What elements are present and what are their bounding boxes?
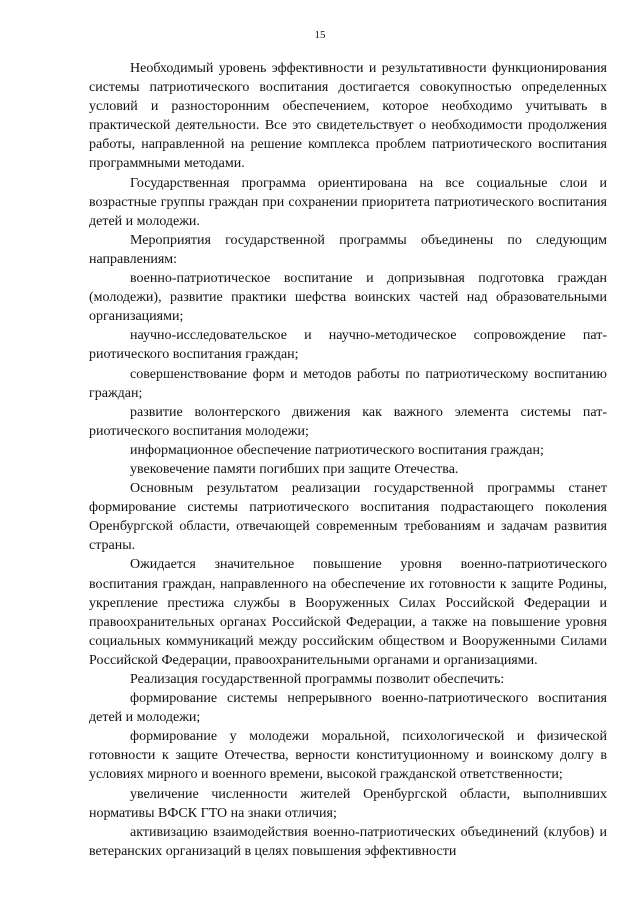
page-number: 15 <box>314 29 326 41</box>
list-item-outcome-gto: увеличение численности жителей Оренбургской области, выполнивших нормативы ВФСК ГТО на знаки отличия; <box>89 786 607 821</box>
list-item-outcome-readiness: формирование у молодежи моральной, психологической и физической готовности к защите Отечества, верности конституционному и воинскому долгу в условиях мирного и военного времени, высокой гражданской ответственности; <box>89 729 607 783</box>
list-item-direction-research: научно-исследовательское и научно-методическое сопровождение патриотического воспитания граждан; <box>89 328 607 363</box>
document-body <box>89 59 607 861</box>
list-item-direction-volunteer: развитие волонтерского движения как важного элемента системы патриотического воспитания молодежи; <box>89 404 607 439</box>
paragraph-program-orientation: Государственная программа ориентирована на все социальные слои и возрастные группы граждан при сохранении приоритета патриотического воспитания детей и молодежи. <box>89 175 607 229</box>
paragraph-intro: Необходимый уровень эффективности и результативности функционирования системы патриотического воспитания достигается совокупностью определенных условий и разносторонним обеспечением, которое необходимо учитывать в практической деятельности. Все это свидетельствует о необходимости продолжения работы, направленной на решение комплекса проблем патриотического воспитания программными методами. <box>89 61 607 172</box>
list-item-direction-information: информационное обеспечение патриотического воспитания граждан; <box>130 442 544 458</box>
list-item-direction-methods: совершенствование форм и методов работы по патриотическому воспитанию граждан; <box>89 366 607 401</box>
paragraph-main-result: Основным результатом реализации государственной программы станет формирование системы патриотического воспитания подрастающего поколения Оренбургской области, отвечающей современным требованиям и задачам развития страны. <box>89 481 607 554</box>
list-item-outcome-cooperation: активизацию взаимодействия военно-патриотических объединений (клубов) и ветеранских организаций в целях повышения эффективности <box>89 824 607 859</box>
list-item-outcome-system: формирование системы непрерывного военно-патриотического воспитания детей и молодежи; <box>89 691 607 726</box>
list-item-direction-military: военно-патриотическое воспитание и допризывная подготовка граждан (молодежи), развитие практики шефства воинских частей над образовательными организациями; <box>89 271 607 325</box>
paragraph-expected-increase: Ожидается значительное повышение уровня военно-патриотического воспитания граждан, направленного на обеспечение их готовности к защите Родины, укрепление престижа службы в Вооруженных Силах Российской Федерации и правоохранительных органах Российской Федерации, а также на повышение уровня социальных коммуникаций между российским обществом и Вооруженными Силами Российской Федерации, правоохранительными органами и организациями. <box>89 557 607 668</box>
list-item-direction-memory: увековечение памяти погибших при защите Отечества. <box>130 461 459 477</box>
paragraph-implementation-heading: Реализация государственной программы позволит обеспечить: <box>130 672 505 687</box>
paragraph-directions-heading: Мероприятия государственной программы объединены по следующим направлениям: <box>89 232 607 267</box>
